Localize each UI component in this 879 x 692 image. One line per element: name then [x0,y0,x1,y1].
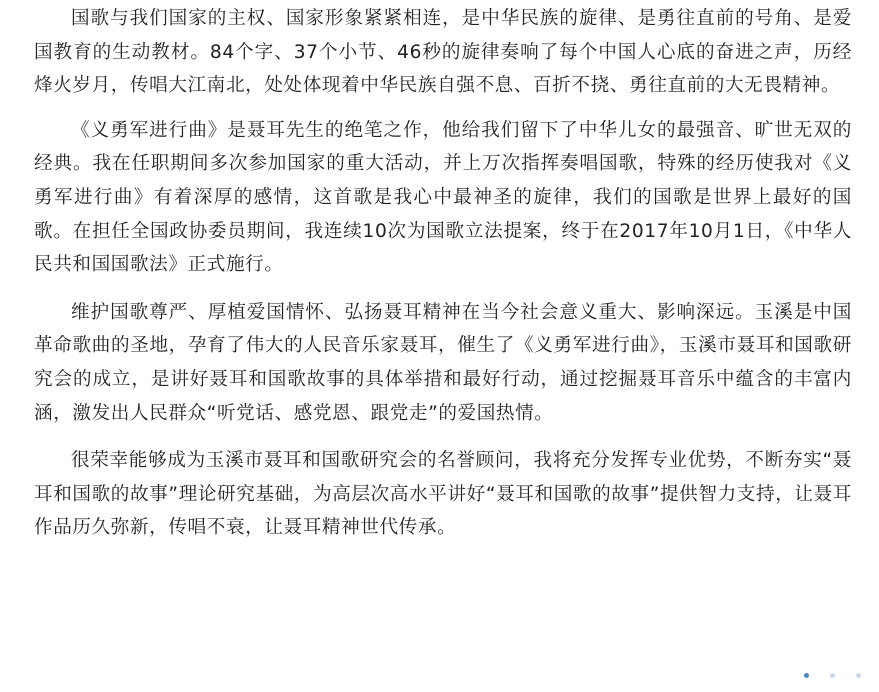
article-body [34,0,852,545]
page-dot-3[interactable] [856,673,861,678]
article-paragraph: 维护国歌尊严、厚植爱国情怀、弘扬聂耳精神在当今社会意义重大、影响深远。玉溪是中国革命歌曲的圣地，孕育了伟大的人民音乐家聂耳，催生了《义勇军进行曲》，玉溪市聂耳和国歌研究会的成立，是讲好聂耳和国歌故事的具体举措和最好行动，通过挖掘聂耳音乐中蕴含的丰富内涵，激发出人民群众“听党话、感党恩、跟党走”的爱国热情。 [34,301,852,424]
page-dot-2[interactable] [830,673,835,678]
page-indicator [804,673,861,678]
page-dot-1[interactable] [804,673,809,678]
article-paragraph: 《义勇军进行曲》是聂耳先生的绝笔之作，他给我们留下了中华儿女的最强音、旷世无双的经典。我在任职期间多次参加国家的重大活动，并上万次指挥奏唱国歌，特殊的经历使我对《义勇军进行曲》有着深厚的感情，这首歌是我心中最神圣的旋律，我们的国歌是世界上最好的国歌。在担任全国政协委员期间，我连续10次为国歌立法提案，终于在2017年10月1日，《中华人民共和国国歌法》正式施行。 [34,119,852,276]
article-paragraph: 国歌与我们国家的主权、国家形象紧紧相连，是中华民族的旋律、是勇往直前的号角、是爱国教育的生动教材。84个字、37个小节、46秒的旋律奏响了每个中国人心底的奋进之声，历经烽火岁月，传唱大江南北，处处体现着中华民族自强不息、百折不挠、勇往直前的大无畏精神。 [34,8,852,97]
article-paragraph: 很荣幸能够成为玉溪市聂耳和国歌研究会的名誉顾问，我将充分发挥专业优势，不断夯实“聂耳和国歌的故事”理论研究基础，为高层次高水平讲好“聂耳和国歌的故事”提供智力支持，让聂耳作品历久弥新，传唱不衰，让聂耳精神世代传承。 [34,450,852,539]
